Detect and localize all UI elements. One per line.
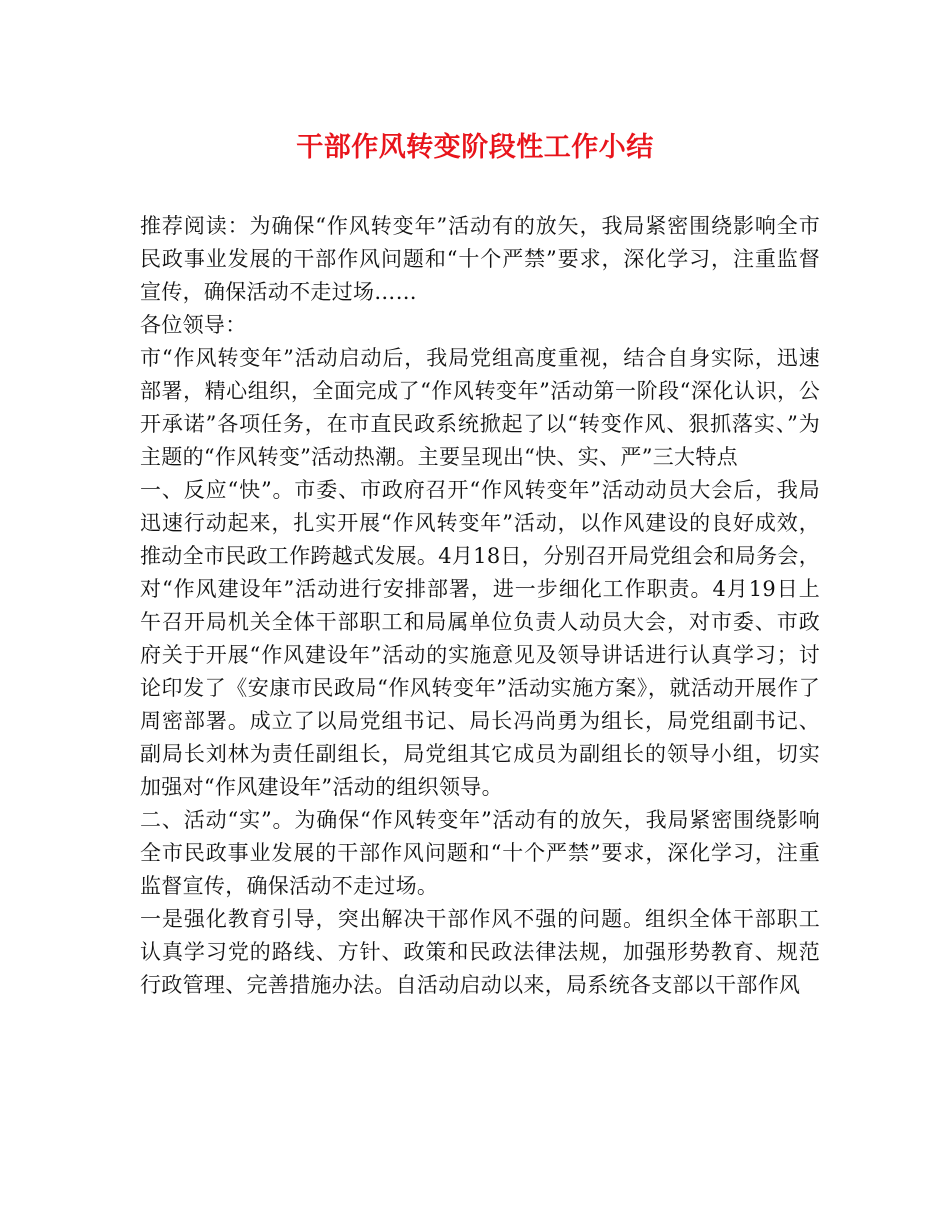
paragraph-salutation: 各位领导： xyxy=(140,313,247,337)
paragraph-section-1: 一、反应“快”。市委、市政府召开“作风转变年”活动动员大会后，我局迅速行动起来，扎实开展“作风转变年”活动，以作风建设的良好成效，推动全市民政工作跨越式发展。4月18日，分别召开局党组会和局务会，对“作风建设年”活动进行安排部署，进一步细化工作职责。4月19日上午召开局机关全体干部职工和局属单位负责人动员大会，对市委、市政府关于开展“作风建设年”活动的实施意见及领导讲话进行认真学习；讨论印发了《安康市民政局“作风转变年”活动实施方案》，就活动开展作了周密部署。成立了以局党组书记、局长冯尚勇为组长，局党组副书记、副局长刘林为责任副组长，局党组其它成员为副组长的领导小组，切实加强对“作风建设年”活动的组织领导。 xyxy=(140,478,820,799)
paragraph-point-1: 一是强化教育引导，突出解决干部作风不强的问题。组织全体干部职工认真学习党的路线、方针、政策和民政法律法规，加强形势教育、规范行政管理、完善措施办法。自活动启动以来，局系统各支部以干部作风 xyxy=(140,907,820,997)
document-title: 干部作风转变阶段性工作小结 xyxy=(296,132,654,163)
paragraph-overview: 市“作风转变年”活动启动后，我局党组高度重视，结合自身实际，迅速部署，精心组织，全面完成了“作风转变年”活动第一阶段“深化认识，公开承诺”各项任务，在市直民政系统掀起了以“转变作风、狠抓落实、”为主题的“作风转变”活动热潮。主要呈现出“快、实、严”三大特点 xyxy=(140,346,820,469)
paragraph-intro: 推荐阅读：为确保“作风转变年”活动有的放矢，我局紧密围绕影响全市民政事业发展的干部作风问题和“十个严禁”要求，深化学习，注重监督宣传，确保活动不走过场…… xyxy=(140,214,820,304)
paragraph-section-2: 二、活动“实”。为确保“作风转变年”活动有的放矢，我局紧密围绕影响全市民政事业发展的干部作风问题和“十个严禁”要求，深化学习，注重监督宣传，确保活动不走过场。 xyxy=(140,808,820,898)
